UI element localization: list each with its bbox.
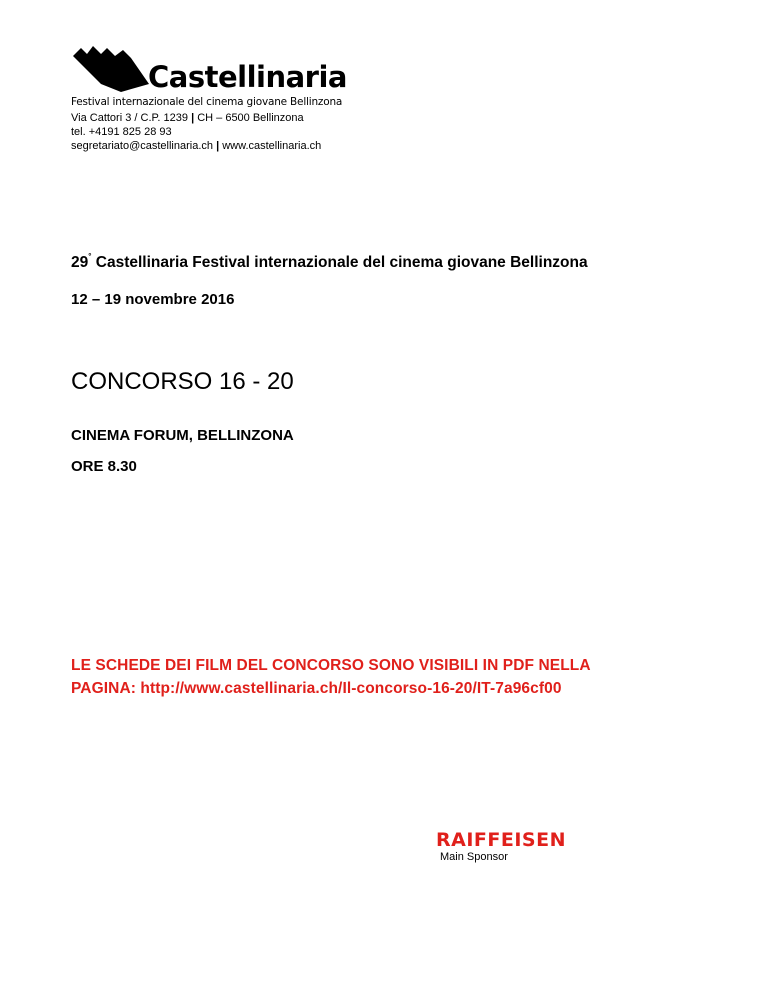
edition-number: 29 [71, 254, 89, 271]
notice-line-1: LE SCHEDE DEI FILM DEL CONCORSO SONO VISIBILI IN PDF NELLA [71, 657, 591, 674]
email-link[interactable]: segretariato@castellinaria.ch [71, 140, 214, 152]
email-web-line [71, 139, 321, 153]
pdf-notice [71, 654, 711, 700]
notice-line-2[interactable]: PAGINA: http://www.castellinaria.ch/Il-concorso-16-20/IT-7a96cf00 [71, 680, 562, 697]
sponsor-logo: RAIFFEISEN [436, 829, 566, 851]
castle-battlement-icon [71, 44, 155, 94]
sponsor-label: Main Sponsor [440, 851, 508, 863]
phone-line: tel. +4191 825 28 93 [71, 126, 172, 138]
festival-title [71, 254, 588, 272]
address-city: CH – 6500 Bellinzona [197, 112, 304, 124]
venue: CINEMA FORUM, BELLINZONA [71, 427, 294, 444]
address-separator: | [191, 112, 195, 124]
address-street: Via Cattori 3 / C.P. 1239 [71, 112, 188, 124]
contact-separator: | [216, 140, 220, 152]
contact-block [71, 111, 321, 153]
screening-time: ORE 8.30 [71, 458, 137, 475]
edition-suffix: ° [88, 252, 92, 261]
address-line [71, 111, 321, 125]
website-link[interactable]: www.castellinaria.ch [222, 140, 322, 152]
brand-tagline: Festival internazionale del cinema giovane Bellinzona [71, 96, 343, 108]
brand-name: Castellinaria [148, 60, 347, 94]
festival-dates: 12 – 19 novembre 2016 [71, 291, 235, 308]
festival-name: Castellinaria Festival internazionale del cinema giovane Bellinzona [95, 254, 588, 271]
page-title: CONCORSO 16 - 20 [71, 368, 294, 395]
